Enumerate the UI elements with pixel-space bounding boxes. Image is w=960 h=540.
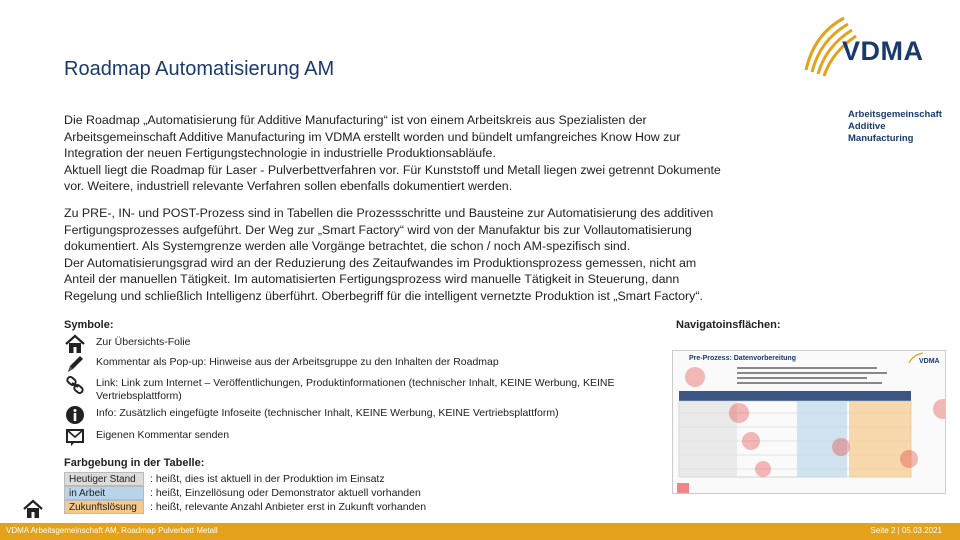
footer-left: VDMA Arbeitsgemeinschaft AM, Roadmap Pulverbett Metall — [6, 526, 218, 535]
intro-paragraph: Die Roadmap „Automatisierung für Additive Manufacturing“ ist von einem Arbeitskreis aus Spezialisten der Arbeitsgemeinschaft Additive Manufacturing im VDMA erstellt worden und bündelt umfangreiches Know How zur Integration der neuen Fertigungstechnologie in industrielle Produktionsabläufe. Aktuell liegt die Roadmap für Laser - Pulverbettverfahren vor. Für Kunststoff und Metall liegen zwei getrennt Dokumente vor. Weitere, industriell relevante Verfahren sollen ebenfalls dokumentiert werden. — [64, 113, 721, 193]
navigation-heading: Navigatoinsflächen: — [676, 319, 781, 331]
home-icon[interactable] — [22, 498, 44, 520]
info-icon[interactable] — [64, 404, 86, 426]
legend-swatch-current: Heutiger Stand — [64, 472, 144, 486]
symbol-row-link — [64, 374, 644, 402]
symbols-heading: Symbole: — [64, 319, 114, 331]
legend-text-in-progress: : heißt, Einzellösung oder Demonstrator aktuell vorhanden — [150, 487, 421, 499]
thumbnail-title: Pre-Prozess: Datenvorbereitung — [689, 355, 796, 362]
thumbnail-preview — [673, 351, 946, 494]
symbol-label: Eigenen Kommentar senden — [96, 429, 230, 441]
legend-text-future: : heißt, relevante Anzahl Anbieter erst in Zukunft vorhanden — [150, 501, 427, 513]
symbol-label: Info: Zusätzlich eingefügte Infoseite (technischer Inhalt, KEINE Werbung, KEINE Vertriebsplattform) — [96, 407, 559, 419]
symbol-row-home — [64, 333, 644, 355]
pencil-icon[interactable] — [64, 353, 86, 375]
legend-text-current: : heißt, dies ist aktuell in der Produktion im Einsatz — [150, 473, 385, 485]
symbol-row-info — [64, 404, 644, 426]
symbol-label: Zur Übersichts-Folie — [96, 336, 191, 348]
symbol-row-comment — [64, 353, 644, 375]
body-paragraph: Zu PRE-, IN- und POST-Prozess sind in Tabellen die Prozessschritte und Bausteine zur Automatisierung des additiven Fertigungsprozesses aufgeführt. Der Weg zur „Smart Factory“ wird von der Manufaktur bis zur Vollautomatisierung dokumentiert. Als Systemgrenze werden alle Vorgänge betrachtet, die schon / noch AM-spezifisch sind. Der Automatisierungsgrad wird an der Reduzierung des Zeitaufwandes im Produktionsprozess gemessen, nicht am Anteil der manuellen Tätigkeit. Im automatisierten Fertigungsprozess wird manuelle Tätigkeit in Steuerung, dann Regelung und schließlich Intelligenz überführt. Oberbegriff für die intelligent vernetzte Produktion ist „Smart Factory“. — [64, 206, 714, 303]
legend-swatch-in-progress: in Arbeit — [64, 486, 144, 500]
legend-swatch-future: Zukunftslösung — [64, 500, 144, 514]
page-title: Roadmap Automatisierung AM — [64, 58, 335, 80]
svg-text:VDMA: VDMA — [919, 358, 940, 365]
footer-bar — [0, 523, 960, 540]
logo-wordmark: VDMA — [842, 36, 924, 66]
home-icon[interactable] — [64, 333, 86, 355]
send-comment-icon[interactable] — [64, 426, 86, 448]
link-icon[interactable] — [64, 374, 86, 396]
footer-right: Seite 2 | 05.03.2021 — [870, 526, 942, 535]
color-legend-heading: Farbgebung in der Tabelle: — [64, 457, 205, 469]
symbol-label: Link: Link zum Internet – Veröffentlichungen, Produktinformationen (technischer Inhalt, KEINE Werbung, KEINE Vertriebsplattform) — [96, 377, 615, 402]
navigation-thumbnail[interactable] — [672, 350, 946, 494]
symbol-row-send-comment — [64, 426, 644, 448]
logo-subtitle: Arbeitsgemeinschaft Additive Manufacturing — [848, 109, 942, 144]
symbol-label: Kommentar als Pop-up: Hinweise aus der Arbeitsgruppe zu den Inhalten der Roadmap — [96, 356, 499, 368]
